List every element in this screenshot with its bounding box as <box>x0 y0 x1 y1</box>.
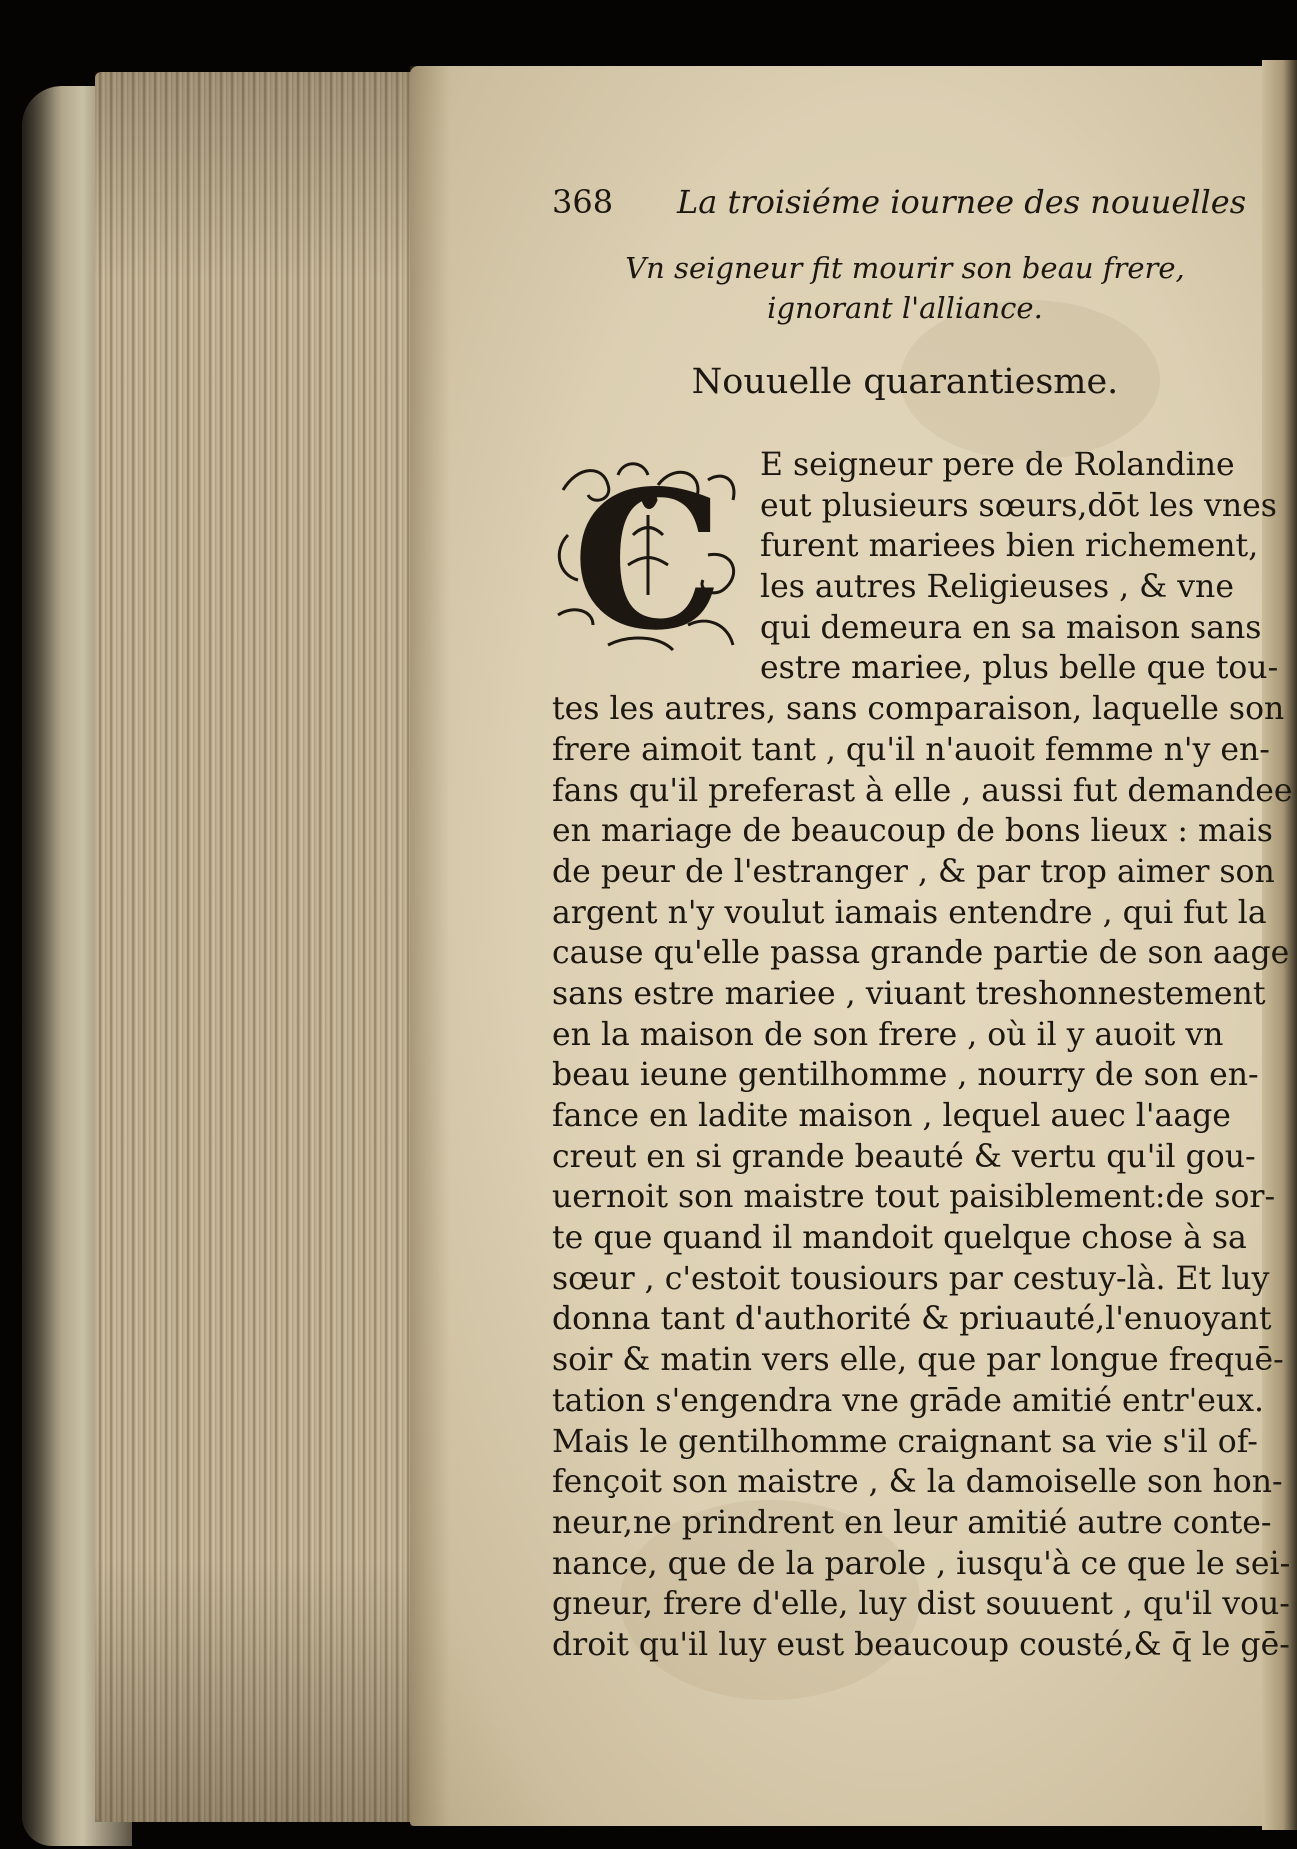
text-line: fans qu'il preferast à elle , aussi fut demandee <box>552 772 1293 809</box>
argument-line: ignorant l'alliance. <box>767 291 1043 325</box>
text-line: te que quand il mandoit quelque chose à sa <box>552 1220 1247 1257</box>
story-argument <box>560 248 1250 328</box>
chapter-title: Nouuelle quarantiesme. <box>691 362 1119 402</box>
text-line: estre mariee, plus belle que tou- <box>760 650 1279 687</box>
text-line: en mariage de beaucoup de bons lieux : mais <box>552 813 1273 850</box>
text-line: Mais le gentilhomme craignant sa vie s'il of- <box>552 1423 1258 1460</box>
text-line: frere aimoit tant , qu'il n'auoit femme n'y en- <box>552 731 1270 768</box>
text-line: fance en ladite maison , lequel auec l'aage <box>552 1098 1231 1134</box>
text-line: furent mariees bien richement, <box>760 528 1259 565</box>
text-line: nance, que de la parole , iusqu'à ce que le sei- <box>552 1545 1291 1582</box>
running-title: La troisiéme iournee des nouuelles <box>677 183 1247 221</box>
text-line: en la maison de son frere , où il y auoit vn <box>552 1016 1224 1053</box>
text-line: droit qu'il luy eust beaucoup cousté,& q̄ le gē- <box>552 1626 1290 1663</box>
argument-line: Vn seigneur fit mourir son beau frere, <box>625 251 1185 285</box>
text-line: soir & matin vers elle, que par longue frequē- <box>552 1342 1284 1379</box>
page-number: 368 <box>552 183 614 221</box>
initial-letter: C <box>572 455 724 660</box>
text-line: eut plusieurs sœurs,dōt les vnes <box>760 487 1277 524</box>
text-line: fençoit son maistre , & la damoiselle son hon- <box>552 1464 1283 1501</box>
text-line: E seigneur pere de Rolandine <box>760 447 1235 483</box>
text-line: argent n'y voulut iamais entendre , qui fut la <box>552 894 1267 931</box>
text-line: tation s'engendra vne grāde amitié entr'eux. <box>552 1382 1264 1419</box>
text-line: de peur de l'estranger , & par trop aimer son <box>552 853 1275 890</box>
text-line: sœur , c'estoit tousiours par cestuy-là. Et luy <box>552 1260 1270 1297</box>
text-line: gneur, frere d'elle, luy dist souuent , qu'il vou- <box>552 1586 1290 1623</box>
text-line: les autres Religieuses , & vne <box>760 569 1234 606</box>
text-line: creut en si grande beauté & vertu qu'il gou- <box>552 1138 1256 1175</box>
text-line: sans estre mariee , viuant treshonnestement <box>552 975 1266 1012</box>
body-text <box>552 445 1293 1666</box>
text-line: uernoit son maistre tout paisiblement:de sor- <box>552 1179 1276 1216</box>
text-line: qui demeura en sa maison sans <box>760 609 1262 646</box>
text-line: beau ieune gentilhomme , nourry de son en- <box>552 1057 1259 1094</box>
text-line: cause qu'elle passa grande partie de son aage <box>552 935 1290 972</box>
text-line: tes les autres, sans comparaison, laquelle son <box>552 691 1285 728</box>
running-head <box>552 183 1247 229</box>
text-line: neur,ne prindrent en leur amitié autre conte- <box>552 1504 1272 1541</box>
text-line: donna tant d'authorité & priuauté,l'enuoyant <box>552 1301 1272 1338</box>
